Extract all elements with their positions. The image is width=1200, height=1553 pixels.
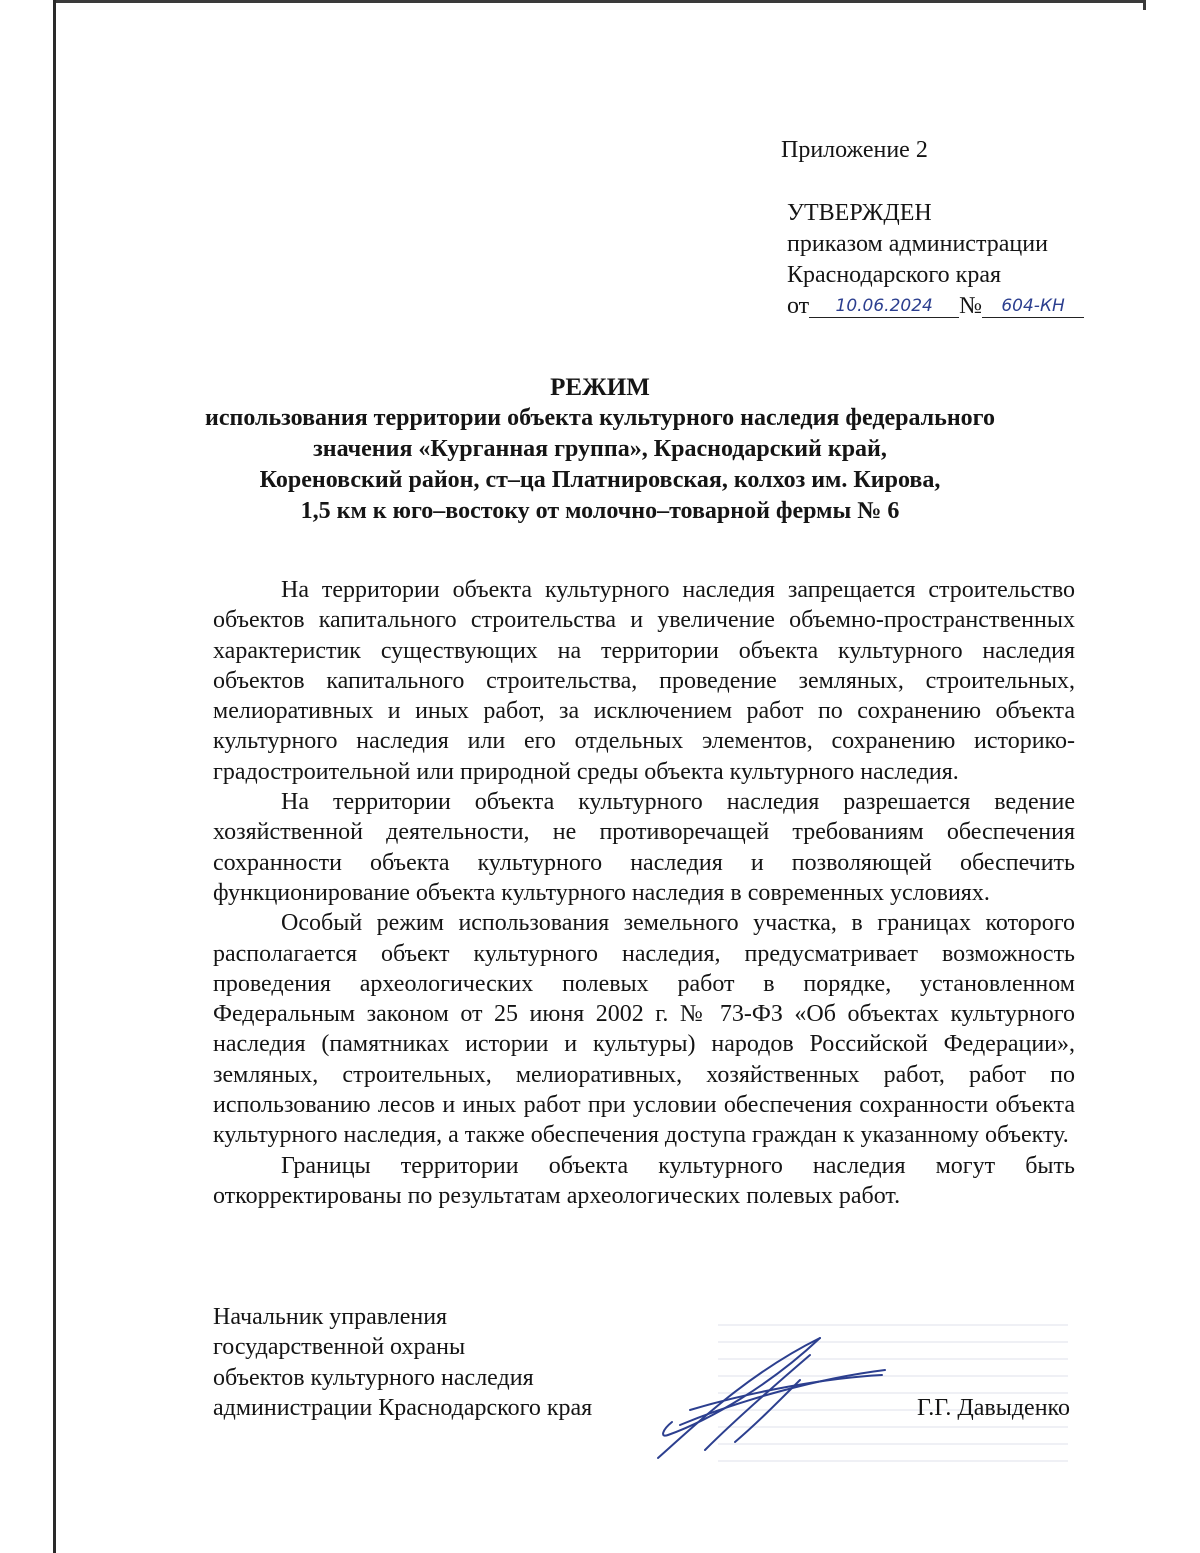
signatory-position-line-2: государственной охраны [213, 1334, 466, 1361]
order-number-handwritten: 604-КН [982, 295, 1084, 318]
approval-status: УТВЕРЖДЕН [787, 200, 932, 226]
appendix-label: Приложение 2 [781, 137, 928, 163]
order-from-label: от [787, 293, 810, 319]
scan-border-top [56, 0, 1146, 3]
paragraph-prohibition: На территории объекта культурного наследия запрещается строительство объектов капитального строительства и увеличение объемно-пространственных характеристик существующих на территории объекта культурного наследия объектов капитального строительства, проведение земляных, строительных, мелиоративных и иных работ, за исключением работ по сохранению объекта культурного наследия или его отдельных элементов, сохранению историко-градостроительной или природной среды объекта культурного наследия. [213, 577, 1075, 785]
order-number-label: № [959, 293, 983, 319]
handwritten-signature [650, 1330, 890, 1460]
approval-line-2: Краснодарского края [787, 262, 1002, 288]
title-line-4: 1,5 км к юго–востоку от молочно–товарной фермы № 6 [300, 498, 900, 524]
order-date-handwritten: 10.06.2024 [809, 295, 959, 318]
scan-border-left [53, 0, 56, 1553]
signatory-position [213, 1302, 592, 1423]
title-line-3: Кореновский район, ст–ца Платнировская, колхоз им. Кирова, [259, 467, 941, 493]
signatory-name: Г.Г. Давыденко [917, 1395, 1070, 1421]
document-body [213, 575, 1075, 1211]
signatory-position-line-1: Начальник управления [213, 1304, 448, 1330]
approval-line-1: приказом администрации [787, 231, 1048, 257]
paragraph-permitted-activity: На территории объекта культурного наследия разрешается ведение хозяйственной деятельности, не противоречащей требованиям обеспечения сохранности объекта культурного наследия и позволяющей обеспечить функционирование объекта культурного наследия в современных условиях. [213, 789, 1075, 906]
scan-border-corner [1143, 0, 1146, 10]
order-reference [787, 291, 1084, 322]
document-title-block [200, 372, 1000, 527]
approval-block [787, 198, 1084, 322]
signatory-position-line-4: администрации Краснодарского края [213, 1394, 593, 1421]
signatory-position-line-3: объектов культурного наследия [213, 1364, 534, 1391]
title-line-2: значения «Курганная группа», Краснодарский край, [313, 436, 887, 462]
document-title: РЕЖИМ [550, 374, 650, 401]
paragraph-boundaries: Границы территории объекта культурного наследия могут быть откорректированы по результатам археологических полевых работ. [213, 1152, 1075, 1209]
title-line-1: использования территории объекта культурного наследия федерального [205, 405, 995, 431]
paragraph-special-regime: Особый режим использования земельного участка, в границах которого располагается объект культурного наследия, предусматривает возможность проведения археологических полевых работ в порядке, установленном Федеральным законом от 25 июня 2002 г. № 73-ФЗ «Об объектах культурного наследия (памятниках истории и культуры) народов Российской Федерации», земляных, строительных, мелиоративных, хозяйственных работ, работ по использованию лесов и иных работ при условии обеспечения сохранности объекта культурного наследия, а также обеспечения доступа граждан к указанному объекту. [213, 910, 1075, 1149]
